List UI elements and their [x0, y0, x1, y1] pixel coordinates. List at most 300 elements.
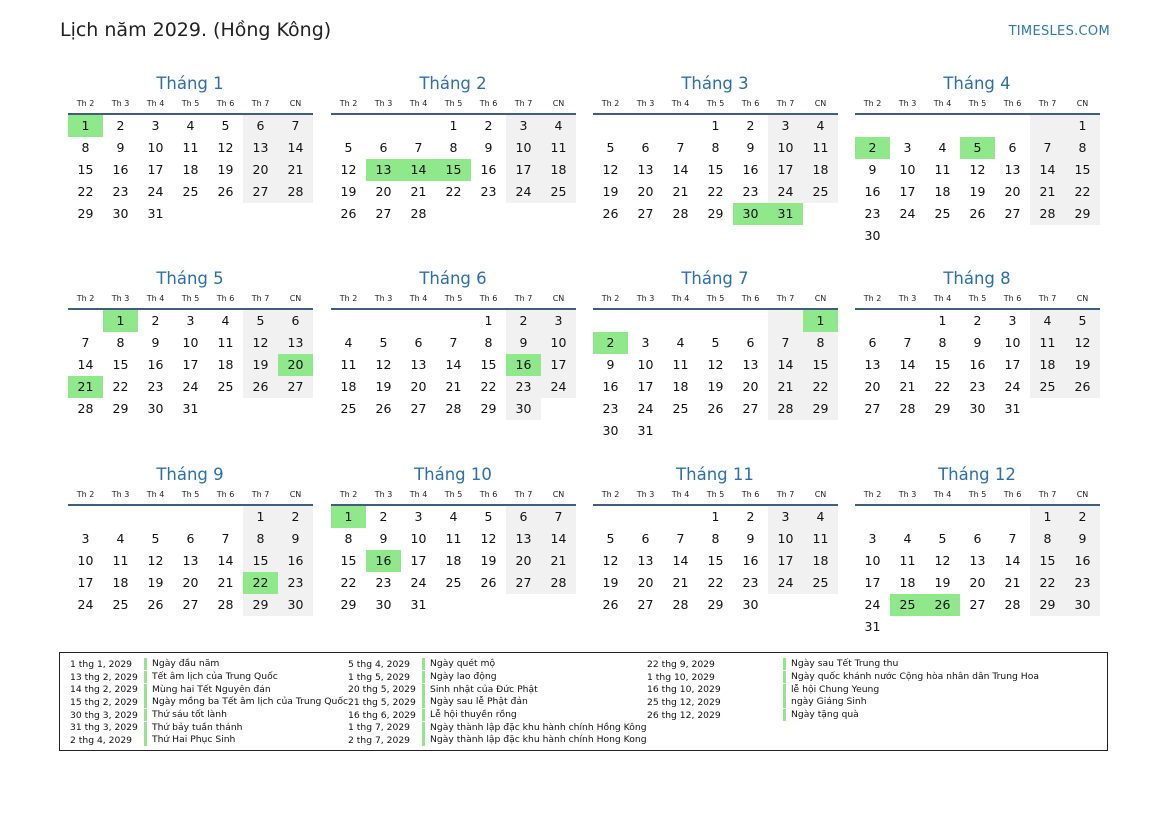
day-cell[interactable]: 12 [375, 357, 392, 372]
day-cell[interactable]: 26 [243, 376, 278, 398]
day-cell[interactable]: 22 [340, 575, 357, 590]
day-cell[interactable]: 8 [711, 140, 720, 155]
day-cell[interactable]: 23 [864, 206, 881, 221]
day-cell[interactable]: 14 [899, 357, 916, 372]
day-cell[interactable]: 15 [1065, 159, 1100, 181]
day-cell[interactable]: 20 [375, 184, 392, 199]
day-cell[interactable]: 8 [1065, 137, 1100, 159]
day-cell[interactable]: 19 [147, 575, 164, 590]
day-cell[interactable]: 4 [344, 335, 353, 350]
day-cell[interactable]: 30 [278, 594, 313, 616]
day-cell[interactable]: 22 [1065, 181, 1100, 203]
day-cell[interactable]: 18 [934, 184, 951, 199]
day-cell[interactable]: 17 [77, 575, 94, 590]
day-cell[interactable]: 28 [672, 597, 689, 612]
day-cell[interactable]: 19 [1065, 354, 1100, 376]
day-cell[interactable]: 20 [506, 550, 541, 572]
day-cell[interactable]: 8 [243, 528, 278, 550]
day-cell[interactable]: 15 [803, 354, 838, 376]
day-cell[interactable]: 1 [711, 118, 720, 133]
day-cell[interactable]: 18 [445, 553, 462, 568]
day-cell[interactable]: 7 [278, 115, 313, 137]
holiday-day-cell[interactable]: 1 [331, 506, 366, 528]
day-cell[interactable]: 28 [445, 401, 462, 416]
day-cell[interactable]: 15 [340, 553, 357, 568]
day-cell[interactable]: 13 [410, 357, 427, 372]
day-cell[interactable]: 7 [541, 506, 576, 528]
day-cell[interactable]: 28 [410, 206, 427, 221]
day-cell[interactable]: 13 [182, 553, 199, 568]
day-cell[interactable]: 17 [899, 184, 916, 199]
day-cell[interactable]: 29 [77, 206, 94, 221]
day-cell[interactable]: 27 [637, 206, 654, 221]
holiday-day-cell[interactable]: 26 [925, 594, 960, 616]
day-cell[interactable]: 18 [340, 379, 357, 394]
day-cell[interactable]: 17 [182, 357, 199, 372]
day-cell[interactable]: 6 [278, 310, 313, 332]
day-cell[interactable]: 24 [77, 597, 94, 612]
day-cell[interactable]: 5 [379, 335, 388, 350]
day-cell[interactable]: 4 [186, 118, 195, 133]
day-cell[interactable]: 31 [1004, 401, 1021, 416]
holiday-day-cell[interactable]: 25 [890, 594, 925, 616]
day-cell[interactable]: 23 [969, 379, 986, 394]
day-cell[interactable]: 16 [969, 357, 986, 372]
day-cell[interactable]: 27 [410, 401, 427, 416]
day-cell[interactable]: 3 [151, 118, 160, 133]
day-cell[interactable]: 3 [641, 335, 650, 350]
day-cell[interactable]: 3 [506, 115, 541, 137]
day-cell[interactable]: 4 [803, 115, 838, 137]
day-cell[interactable]: 26 [375, 401, 392, 416]
day-cell[interactable]: 3 [541, 310, 576, 332]
day-cell[interactable]: 10 [410, 531, 427, 546]
day-cell[interactable]: 20 [864, 379, 881, 394]
day-cell[interactable]: 11 [182, 140, 199, 155]
day-cell[interactable]: 21 [541, 550, 576, 572]
day-cell[interactable]: 10 [899, 162, 916, 177]
day-cell[interactable]: 12 [602, 162, 619, 177]
day-cell[interactable]: 16 [602, 379, 619, 394]
day-cell[interactable]: 2 [746, 118, 755, 133]
day-cell[interactable]: 9 [484, 140, 493, 155]
day-cell[interactable]: 25 [217, 379, 234, 394]
day-cell[interactable]: 9 [746, 140, 755, 155]
day-cell[interactable]: 16 [278, 550, 313, 572]
day-cell[interactable]: 14 [278, 137, 313, 159]
day-cell[interactable]: 11 [803, 137, 838, 159]
day-cell[interactable]: 19 [934, 575, 951, 590]
day-cell[interactable]: 6 [1008, 140, 1017, 155]
day-cell[interactable]: 10 [182, 335, 199, 350]
day-cell[interactable]: 13 [637, 162, 654, 177]
day-cell[interactable]: 4 [1030, 310, 1065, 332]
day-cell[interactable]: 9 [278, 528, 313, 550]
day-cell[interactable]: 16 [864, 184, 881, 199]
day-cell[interactable]: 7 [903, 335, 912, 350]
day-cell[interactable]: 7 [676, 140, 685, 155]
day-cell[interactable]: 10 [768, 528, 803, 550]
day-cell[interactable]: 24 [182, 379, 199, 394]
day-cell[interactable]: 9 [746, 531, 755, 546]
day-cell[interactable]: 4 [803, 506, 838, 528]
day-cell[interactable]: 8 [803, 332, 838, 354]
day-cell[interactable]: 5 [484, 509, 493, 524]
day-cell[interactable]: 8 [81, 140, 90, 155]
day-cell[interactable]: 8 [484, 335, 493, 350]
day-cell[interactable]: 19 [340, 184, 357, 199]
day-cell[interactable]: 4 [676, 335, 685, 350]
day-cell[interactable]: 6 [973, 531, 982, 546]
day-cell[interactable]: 27 [1004, 206, 1021, 221]
day-cell[interactable]: 23 [147, 379, 164, 394]
day-cell[interactable]: 24 [637, 401, 654, 416]
holiday-day-cell[interactable]: 1 [803, 310, 838, 332]
day-cell[interactable]: 2 [973, 313, 982, 328]
day-cell[interactable]: 10 [768, 137, 803, 159]
day-cell[interactable]: 11 [899, 553, 916, 568]
day-cell[interactable]: 28 [1004, 597, 1021, 612]
day-cell[interactable]: 28 [1030, 203, 1065, 225]
day-cell[interactable]: 30 [969, 401, 986, 416]
day-cell[interactable]: 26 [602, 206, 619, 221]
holiday-day-cell[interactable]: 2 [855, 137, 890, 159]
day-cell[interactable]: 6 [868, 335, 877, 350]
day-cell[interactable]: 2 [116, 118, 125, 133]
day-cell[interactable]: 26 [602, 597, 619, 612]
day-cell[interactable]: 9 [868, 162, 877, 177]
day-cell[interactable]: 30 [602, 423, 619, 438]
day-cell[interactable]: 20 [637, 184, 654, 199]
day-cell[interactable]: 25 [1030, 376, 1065, 398]
day-cell[interactable]: 9 [116, 140, 125, 155]
day-cell[interactable]: 3 [414, 509, 423, 524]
day-cell[interactable]: 22 [480, 379, 497, 394]
day-cell[interactable]: 19 [243, 354, 278, 376]
day-cell[interactable]: 29 [707, 597, 724, 612]
day-cell[interactable]: 25 [112, 597, 129, 612]
day-cell[interactable]: 13 [278, 332, 313, 354]
site-link[interactable]: TIMESLES.COM [1008, 24, 1110, 39]
day-cell[interactable]: 23 [506, 376, 541, 398]
day-cell[interactable]: 31 [864, 619, 881, 634]
day-cell[interactable]: 1 [243, 506, 278, 528]
day-cell[interactable]: 21 [278, 159, 313, 181]
day-cell[interactable]: 13 [742, 357, 759, 372]
day-cell[interactable]: 7 [1030, 137, 1065, 159]
day-cell[interactable]: 10 [506, 137, 541, 159]
day-cell[interactable]: 15 [243, 550, 278, 572]
day-cell[interactable]: 13 [243, 137, 278, 159]
day-cell[interactable]: 9 [1065, 528, 1100, 550]
day-cell[interactable]: 26 [1065, 376, 1100, 398]
day-cell[interactable]: 2 [506, 310, 541, 332]
day-cell[interactable]: 4 [938, 140, 947, 155]
day-cell[interactable]: 31 [182, 401, 199, 416]
day-cell[interactable]: 27 [375, 206, 392, 221]
day-cell[interactable]: 24 [864, 597, 881, 612]
day-cell[interactable]: 14 [217, 553, 234, 568]
day-cell[interactable]: 24 [1004, 379, 1021, 394]
day-cell[interactable]: 8 [449, 140, 458, 155]
day-cell[interactable]: 6 [641, 140, 650, 155]
day-cell[interactable]: 28 [77, 401, 94, 416]
day-cell[interactable]: 19 [602, 184, 619, 199]
day-cell[interactable]: 25 [445, 575, 462, 590]
day-cell[interactable]: 23 [1065, 572, 1100, 594]
holiday-day-cell[interactable]: 16 [506, 354, 541, 376]
day-cell[interactable]: 22 [445, 184, 462, 199]
day-cell[interactable]: 20 [182, 575, 199, 590]
day-cell[interactable]: 19 [602, 575, 619, 590]
day-cell[interactable]: 19 [217, 162, 234, 177]
day-cell[interactable]: 1 [484, 313, 493, 328]
day-cell[interactable]: 6 [379, 140, 388, 155]
day-cell[interactable]: 24 [506, 181, 541, 203]
day-cell[interactable]: 10 [541, 332, 576, 354]
day-cell[interactable]: 17 [541, 354, 576, 376]
day-cell[interactable]: 4 [221, 313, 230, 328]
day-cell[interactable]: 4 [116, 531, 125, 546]
day-cell[interactable]: 29 [934, 401, 951, 416]
day-cell[interactable]: 28 [217, 597, 234, 612]
day-cell[interactable]: 5 [243, 310, 278, 332]
day-cell[interactable]: 7 [768, 332, 803, 354]
day-cell[interactable]: 24 [899, 206, 916, 221]
day-cell[interactable]: 4 [449, 509, 458, 524]
holiday-day-cell[interactable]: 16 [366, 550, 401, 572]
day-cell[interactable]: 2 [746, 509, 755, 524]
day-cell[interactable]: 7 [449, 335, 458, 350]
day-cell[interactable]: 14 [768, 354, 803, 376]
day-cell[interactable]: 28 [541, 572, 576, 594]
day-cell[interactable]: 25 [182, 184, 199, 199]
day-cell[interactable]: 26 [217, 184, 234, 199]
day-cell[interactable]: 29 [340, 597, 357, 612]
day-cell[interactable]: 13 [1004, 162, 1021, 177]
day-cell[interactable]: 17 [410, 553, 427, 568]
day-cell[interactable]: 30 [864, 228, 881, 243]
day-cell[interactable]: 25 [340, 401, 357, 416]
day-cell[interactable]: 25 [541, 181, 576, 203]
day-cell[interactable]: 29 [112, 401, 129, 416]
day-cell[interactable]: 16 [112, 162, 129, 177]
day-cell[interactable]: 23 [742, 184, 759, 199]
day-cell[interactable]: 19 [969, 184, 986, 199]
holiday-day-cell[interactable]: 1 [103, 310, 138, 332]
day-cell[interactable]: 12 [340, 162, 357, 177]
day-cell[interactable]: 10 [77, 553, 94, 568]
day-cell[interactable]: 5 [344, 140, 353, 155]
day-cell[interactable]: 14 [672, 162, 689, 177]
day-cell[interactable]: 23 [375, 575, 392, 590]
day-cell[interactable]: 2 [379, 509, 388, 524]
day-cell[interactable]: 20 [410, 379, 427, 394]
day-cell[interactable]: 31 [410, 597, 427, 612]
day-cell[interactable]: 22 [803, 376, 838, 398]
day-cell[interactable]: 11 [672, 357, 689, 372]
day-cell[interactable]: 13 [506, 528, 541, 550]
day-cell[interactable]: 12 [707, 357, 724, 372]
day-cell[interactable]: 8 [116, 335, 125, 350]
day-cell[interactable]: 19 [375, 379, 392, 394]
day-cell[interactable]: 15 [112, 357, 129, 372]
day-cell[interactable]: 6 [186, 531, 195, 546]
day-cell[interactable]: 13 [969, 553, 986, 568]
day-cell[interactable]: 20 [637, 575, 654, 590]
day-cell[interactable]: 29 [707, 206, 724, 221]
day-cell[interactable]: 18 [803, 550, 838, 572]
day-cell[interactable]: 30 [112, 206, 129, 221]
holiday-day-cell[interactable]: 2 [593, 332, 628, 354]
day-cell[interactable]: 11 [541, 137, 576, 159]
day-cell[interactable]: 12 [602, 553, 619, 568]
day-cell[interactable]: 4 [903, 531, 912, 546]
day-cell[interactable]: 27 [243, 181, 278, 203]
day-cell[interactable]: 30 [506, 398, 541, 420]
day-cell[interactable]: 2 [1065, 506, 1100, 528]
day-cell[interactable]: 9 [973, 335, 982, 350]
day-cell[interactable]: 26 [480, 575, 497, 590]
day-cell[interactable]: 6 [243, 115, 278, 137]
holiday-day-cell[interactable]: 22 [243, 572, 278, 594]
day-cell[interactable]: 15 [707, 162, 724, 177]
day-cell[interactable]: 22 [707, 575, 724, 590]
day-cell[interactable]: 12 [243, 332, 278, 354]
day-cell[interactable]: 12 [969, 162, 986, 177]
day-cell[interactable]: 20 [969, 575, 986, 590]
holiday-day-cell[interactable]: 31 [768, 203, 803, 225]
day-cell[interactable]: 27 [278, 376, 313, 398]
day-cell[interactable]: 24 [768, 181, 803, 203]
day-cell[interactable]: 29 [1030, 594, 1065, 616]
day-cell[interactable]: 30 [147, 401, 164, 416]
day-cell[interactable]: 18 [112, 575, 129, 590]
day-cell[interactable]: 25 [803, 572, 838, 594]
day-cell[interactable]: 8 [938, 335, 947, 350]
day-cell[interactable]: 14 [445, 357, 462, 372]
day-cell[interactable]: 25 [803, 181, 838, 203]
day-cell[interactable]: 29 [1065, 203, 1100, 225]
day-cell[interactable]: 17 [1004, 357, 1021, 372]
day-cell[interactable]: 11 [112, 553, 129, 568]
day-cell[interactable]: 27 [182, 597, 199, 612]
day-cell[interactable]: 16 [147, 357, 164, 372]
day-cell[interactable]: 23 [602, 401, 619, 416]
day-cell[interactable]: 7 [221, 531, 230, 546]
day-cell[interactable]: 21 [768, 376, 803, 398]
day-cell[interactable]: 27 [864, 401, 881, 416]
day-cell[interactable]: 3 [903, 140, 912, 155]
day-cell[interactable]: 14 [541, 528, 576, 550]
day-cell[interactable]: 22 [934, 379, 951, 394]
day-cell[interactable]: 22 [1030, 572, 1065, 594]
day-cell[interactable]: 11 [1030, 332, 1065, 354]
day-cell[interactable]: 28 [672, 206, 689, 221]
day-cell[interactable]: 26 [969, 206, 986, 221]
day-cell[interactable]: 18 [217, 357, 234, 372]
day-cell[interactable]: 24 [541, 376, 576, 398]
day-cell[interactable]: 31 [147, 206, 164, 221]
day-cell[interactable]: 18 [899, 575, 916, 590]
day-cell[interactable]: 1 [938, 313, 947, 328]
day-cell[interactable]: 21 [672, 184, 689, 199]
day-cell[interactable]: 24 [768, 572, 803, 594]
day-cell[interactable]: 8 [711, 531, 720, 546]
day-cell[interactable]: 12 [217, 140, 234, 155]
day-cell[interactable]: 9 [151, 335, 160, 350]
day-cell[interactable]: 1 [711, 509, 720, 524]
day-cell[interactable]: 11 [803, 528, 838, 550]
day-cell[interactable]: 9 [506, 332, 541, 354]
day-cell[interactable]: 5 [1065, 310, 1100, 332]
day-cell[interactable]: 23 [112, 184, 129, 199]
day-cell[interactable]: 28 [278, 181, 313, 203]
day-cell[interactable]: 24 [410, 575, 427, 590]
day-cell[interactable]: 5 [606, 531, 615, 546]
day-cell[interactable]: 7 [414, 140, 423, 155]
day-cell[interactable]: 5 [711, 335, 720, 350]
day-cell[interactable]: 12 [147, 553, 164, 568]
day-cell[interactable]: 22 [77, 184, 94, 199]
day-cell[interactable]: 17 [506, 159, 541, 181]
day-cell[interactable]: 10 [147, 140, 164, 155]
day-cell[interactable]: 31 [637, 423, 654, 438]
day-cell[interactable]: 7 [81, 335, 90, 350]
day-cell[interactable]: 5 [606, 140, 615, 155]
holiday-day-cell[interactable]: 20 [278, 354, 313, 376]
day-cell[interactable]: 5 [151, 531, 160, 546]
day-cell[interactable]: 8 [344, 531, 353, 546]
day-cell[interactable]: 6 [506, 506, 541, 528]
day-cell[interactable]: 27 [506, 572, 541, 594]
day-cell[interactable]: 2 [484, 118, 493, 133]
day-cell[interactable]: 3 [186, 313, 195, 328]
day-cell[interactable]: 27 [742, 401, 759, 416]
day-cell[interactable]: 6 [414, 335, 423, 350]
day-cell[interactable]: 29 [480, 401, 497, 416]
day-cell[interactable]: 15 [77, 162, 94, 177]
day-cell[interactable]: 3 [1008, 313, 1017, 328]
day-cell[interactable]: 11 [934, 162, 951, 177]
day-cell[interactable]: 16 [1065, 550, 1100, 572]
day-cell[interactable]: 18 [803, 159, 838, 181]
day-cell[interactable]: 10 [1004, 335, 1021, 350]
day-cell[interactable]: 18 [672, 379, 689, 394]
day-cell[interactable]: 15 [1030, 550, 1065, 572]
day-cell[interactable]: 21 [445, 379, 462, 394]
day-cell[interactable]: 12 [480, 531, 497, 546]
holiday-day-cell[interactable]: 13 [366, 159, 401, 181]
day-cell[interactable]: 29 [803, 398, 838, 420]
day-cell[interactable]: 21 [1004, 575, 1021, 590]
day-cell[interactable]: 17 [147, 162, 164, 177]
day-cell[interactable]: 5 [221, 118, 230, 133]
holiday-day-cell[interactable]: 14 [401, 159, 436, 181]
day-cell[interactable]: 23 [480, 184, 497, 199]
day-cell[interactable]: 18 [1030, 354, 1065, 376]
day-cell[interactable]: 16 [742, 553, 759, 568]
day-cell[interactable]: 12 [934, 553, 951, 568]
day-cell[interactable]: 15 [707, 553, 724, 568]
day-cell[interactable]: 17 [864, 575, 881, 590]
day-cell[interactable]: 25 [672, 401, 689, 416]
day-cell[interactable]: 21 [1030, 181, 1065, 203]
day-cell[interactable]: 30 [375, 597, 392, 612]
day-cell[interactable]: 16 [480, 162, 497, 177]
day-cell[interactable]: 21 [410, 184, 427, 199]
day-cell[interactable]: 9 [606, 357, 615, 372]
